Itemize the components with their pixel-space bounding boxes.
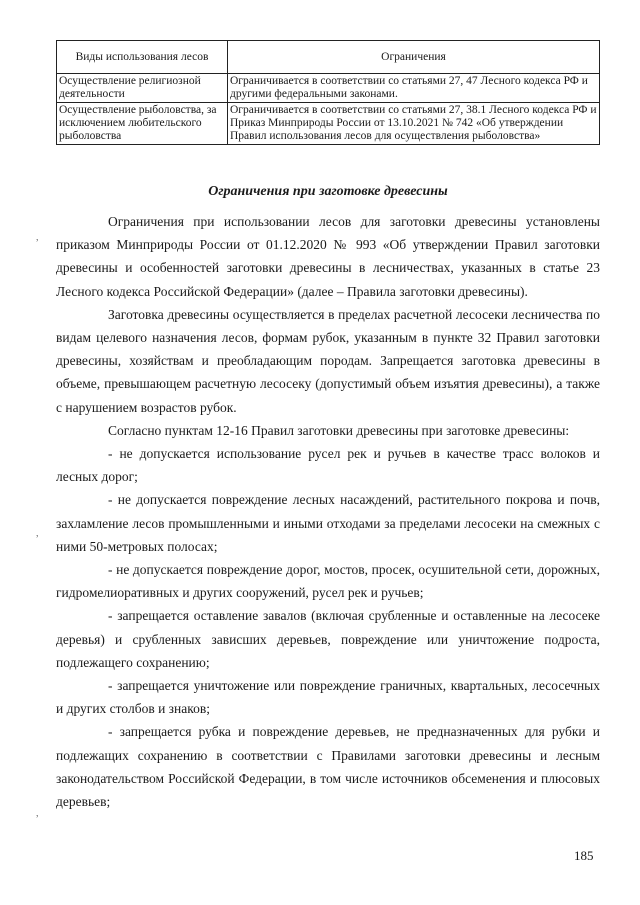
column-header-restrictions: Ограничения bbox=[228, 41, 600, 74]
table-cell: Ограничивается в соответствии со статьями 27, 47 Лесного кодекса РФ и другими федеральными законами. bbox=[228, 74, 600, 103]
table-row bbox=[57, 103, 600, 145]
table-cell: Осуществление религиозной деятельности bbox=[57, 74, 228, 103]
paragraph: Заготовка древесины осуществляется в пределах расчетной лесосеки лесничества по видам целевого назначения лесов, формам рубок, указанным в пункте 32 Правил заготовки древесины, хозяйствам и преобладающим породам. Запрещается заготовка древесины в объеме, превышающем расчетную лесосеку (допустимый объем изъятия древесины), а также с нарушением возрастов рубок. bbox=[56, 306, 600, 415]
scan-speck: , bbox=[36, 232, 39, 243]
list-item: - запрещается рубка и повреждение деревьев, не предназначенных для рубки и подлежащих сохранению в соответствии с Правилами заготовки древесины и лесным законодательством Российской Федерации, в том числе источников обсеменения и плюсовых деревьев; bbox=[56, 724, 600, 810]
paragraph: Ограничения при использовании лесов для заготовки древесины установлены приказом Минприроды России от 01.12.2020 № 993 «Об утверждении Правил заготовки древесины и особенностей заготовки древесины в лесничествах, указанных в статье 23 Лесного кодекса Российской Федерации» (далее – Правила заготовки древесины). bbox=[56, 214, 600, 299]
table-header-row bbox=[57, 41, 600, 74]
list-item: - не допускается использование русел рек и ручьев в качестве трасс волоков и лесных дорог; bbox=[56, 446, 600, 485]
scan-speck: , bbox=[36, 528, 39, 539]
table-cell: Ограничивается в соответствии со статьями 27, 38.1 Лесного кодекса РФ и Приказ Минприроды России от 13.10.2021 № 742 «Об утверждении Правил использования лесов для осуществления рыболовства» bbox=[228, 103, 600, 145]
page-number: 185 bbox=[574, 848, 594, 863]
scan-speck: , bbox=[36, 808, 39, 819]
list-item: - запрещается уничтожение или повреждение граничных, квартальных, лесосечных и других столбов и знаков; bbox=[56, 678, 600, 717]
list-item: - запрещается оставление завалов (включая срубленные и оставленные на лесосеке деревья) и срубленных зависших деревьев, повреждение или уничтожение подроста, подлежащего сохранению; bbox=[56, 608, 600, 670]
restrictions-table bbox=[56, 40, 600, 145]
list-item: - не допускается повреждение лесных насаждений, растительного покрова и почв, захламление лесов промышленными и иными отходами за пределами лесосеки на смежных с ними 50-метровых полосах; bbox=[56, 492, 600, 554]
table-row bbox=[57, 74, 600, 103]
body-text bbox=[56, 210, 600, 813]
section-heading: Ограничения при заготовке древесины bbox=[208, 184, 448, 199]
paragraph: Согласно пунктам 12-16 Правил заготовки древесины при заготовке древесины: bbox=[108, 422, 570, 438]
list-item: - не допускается повреждение дорог, мостов, просек, осушительной сети, дорожных, гидромелиоративных и других сооружений, русел рек и ручьев; bbox=[56, 562, 600, 601]
table-cell: Осуществление рыболовства, за исключением любительского рыболовства bbox=[57, 103, 228, 145]
column-header-usage-type: Виды использования лесов bbox=[57, 41, 228, 74]
